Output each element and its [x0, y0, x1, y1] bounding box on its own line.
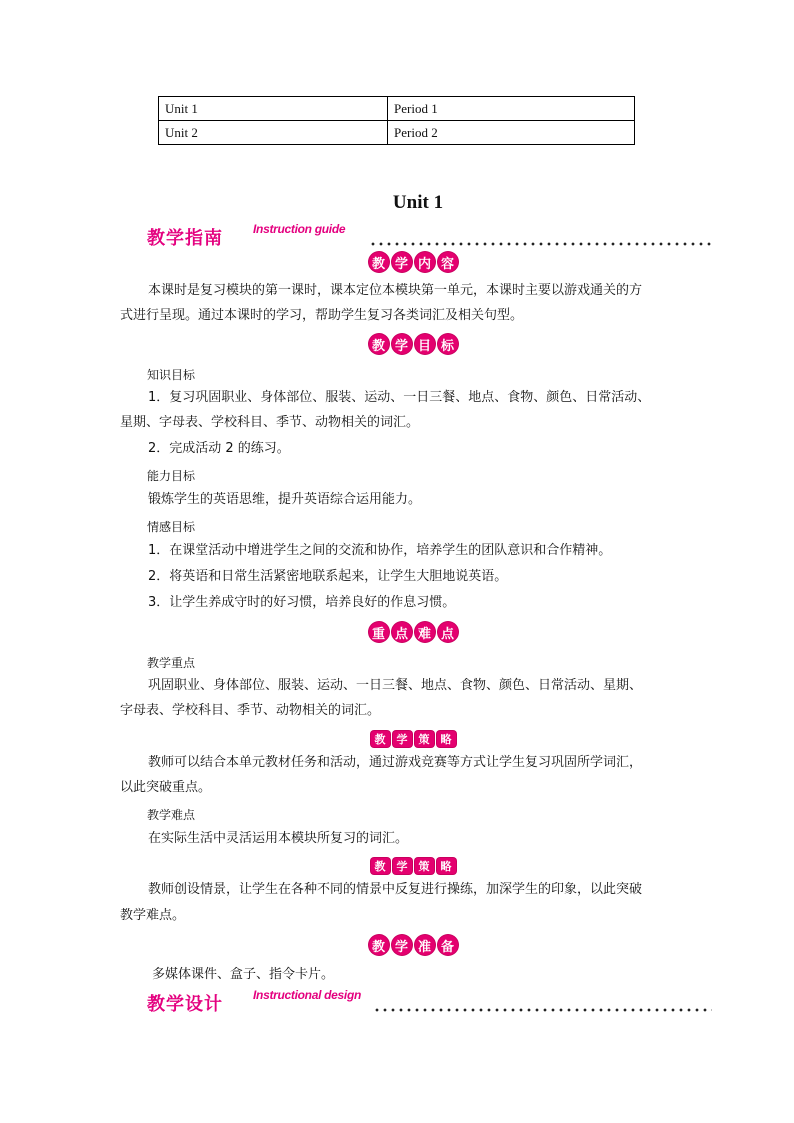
paragraph: 2．完成活动 2 的练习。	[148, 441, 290, 456]
paragraph: 1．复习巩固职业、身体部位、服装、运动、一日三餐、地点、食物、颜色、日常活动、	[148, 390, 651, 405]
paragraph: 式进行呈现。通过本课时的学习，帮助学生复习各类词汇及相关句型。	[120, 308, 524, 323]
badge-char: 点	[438, 622, 458, 642]
paragraph: 锻炼学生的英语思维，提升英语综合运用能力。	[148, 492, 422, 507]
badge-teaching-content	[366, 251, 460, 273]
badge-char: 标	[438, 334, 458, 354]
paragraph: 以此突破重点。	[120, 780, 212, 795]
badge-char: 备	[438, 935, 458, 955]
badge-char: 学	[392, 334, 412, 354]
dotted-divider	[373, 1008, 712, 1012]
badge-char: 容	[438, 252, 458, 272]
badge-char: 教	[369, 935, 389, 955]
section-title-cn: 教学指南	[147, 228, 223, 249]
dotted-divider	[369, 242, 712, 246]
section-title-en: Instructional design	[253, 988, 362, 1002]
paragraph: 字母表、学校科目、季节、动物相关的词汇。	[120, 703, 381, 718]
table-row	[159, 121, 635, 145]
badge-char: 点	[392, 622, 412, 642]
section-title-en: Instruction guide	[253, 222, 346, 236]
badge-char: 内	[415, 252, 435, 272]
badge-char: 学	[393, 731, 412, 747]
subheading: 情感目标	[147, 520, 196, 534]
badge-teaching-preparation	[366, 934, 460, 956]
badge-char: 教	[369, 252, 389, 272]
paragraph: 本课时是复习模块的第一课时，课本定位本模块第一单元，本课时主要以游戏通关的方	[148, 283, 643, 298]
subheading: 能力目标	[147, 469, 196, 483]
badge-char: 略	[437, 731, 456, 747]
unit-period-table	[158, 96, 635, 145]
section-title-cn: 教学设计	[147, 994, 223, 1015]
subheading: 教学难点	[147, 808, 196, 822]
paragraph: 教师可以结合本单元教材任务和活动，通过游戏竞赛等方式让学生复习巩固所学词汇，	[148, 755, 643, 770]
table-cell: Unit 1	[159, 97, 388, 121]
badge-char: 教	[371, 731, 390, 747]
badge-char: 重	[369, 622, 389, 642]
paragraph: 多媒体课件、盒子、指令卡片。	[152, 967, 335, 982]
badge-teaching-objectives	[366, 333, 460, 355]
table-row	[159, 97, 635, 121]
badge-teaching-strategy	[366, 728, 460, 750]
table-cell: Unit 2	[159, 121, 388, 145]
paragraph: 星期、字母表、学校科目、季节、动物相关的词汇。	[120, 415, 420, 430]
subheading: 教学重点	[147, 656, 196, 670]
paragraph: 教学难点。	[120, 908, 186, 923]
badge-key-difficult-points	[366, 621, 460, 643]
badge-char: 学	[393, 858, 412, 874]
section-header-design	[147, 990, 712, 1014]
badge-char: 难	[415, 622, 435, 642]
paragraph: 1．在课堂活动中增进学生之间的交流和协作，培养学生的团队意识和合作精神。	[148, 543, 612, 558]
subheading: 知识目标	[147, 368, 196, 382]
paragraph: 教师创设情景，让学生在各种不同的情景中反复进行操练，加深学生的印象，以此突破	[148, 882, 643, 897]
badge-char: 略	[437, 858, 456, 874]
badge-char: 学	[392, 935, 412, 955]
paragraph: 巩固职业、身体部位、服装、运动、一日三餐、地点、食物、颜色、日常活动、星期、	[148, 678, 643, 693]
paragraph: 2．将英语和日常生活紧密地联系起来，让学生大胆地说英语。	[148, 569, 508, 584]
badge-char: 学	[392, 252, 412, 272]
badge-char: 准	[415, 935, 435, 955]
badge-char: 策	[415, 858, 434, 874]
badge-teaching-strategy	[366, 855, 460, 877]
badge-char: 策	[415, 731, 434, 747]
badge-char: 教	[371, 858, 390, 874]
paragraph: 在实际生活中灵活运用本模块所复习的词汇。	[148, 831, 409, 846]
page-title: Unit 1	[392, 192, 444, 213]
badge-char: 教	[369, 334, 389, 354]
badge-char: 目	[415, 334, 435, 354]
table-cell: Period 1	[388, 97, 635, 121]
paragraph: 3．让学生养成守时的好习惯，培养良好的作息习惯。	[148, 595, 456, 610]
section-header-guide	[147, 224, 712, 248]
table-cell: Period 2	[388, 121, 635, 145]
